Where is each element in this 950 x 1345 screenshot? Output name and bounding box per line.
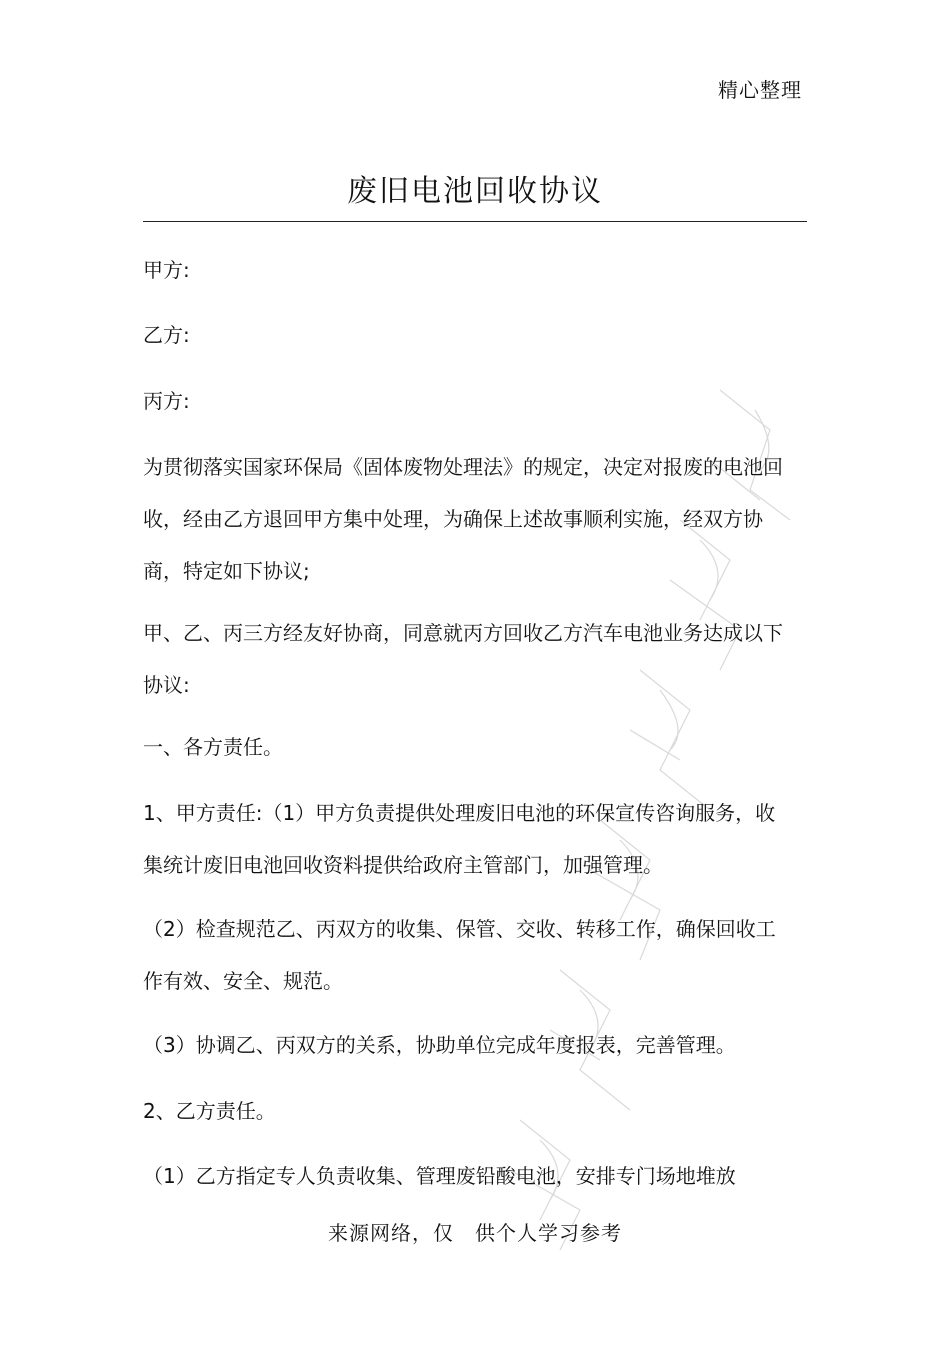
header-note: 精心整理	[718, 78, 802, 102]
item-party-a-responsibility: 1、甲方责任:（1）甲方负责提供处理废旧电池的环保宣传咨询服务，收集统计废旧电池回收资料提供给政府主管部门，加强管理。	[143, 801, 776, 877]
item-party-a-point-3: （3）协调乙、丙双方的关系，协助单位完成年度报表，完善管理。	[143, 1033, 736, 1057]
document-title: 废旧电池回收协议	[347, 174, 603, 209]
agreement-intro-paragraph: 甲、乙、丙三方经友好协商，同意就丙方回收乙方汽车电池业务达成以下协议:	[143, 621, 783, 697]
title-divider	[143, 221, 807, 222]
item-party-a-point-2: （2）检查规范乙、丙双方的收集、保管、交收、转移工作，确保回收工作有效、安全、规范。	[143, 917, 776, 993]
party-c-line: 丙方:	[143, 389, 190, 413]
section-heading-responsibilities: 一、各方责任。	[143, 735, 283, 759]
footer-note: 来源网络，仅 供个人学习参考	[328, 1221, 622, 1245]
party-b-line: 乙方:	[143, 323, 190, 347]
preamble-paragraph: 为贯彻落实国家环保局《固体废物处理法》的规定，决定对报废的电池回收，经由乙方退回甲方集中处理，为确保上述故事顺利实施，经双方协商，特定如下协议;	[143, 455, 783, 583]
item-party-b-point-1: （1）乙方指定专人负责收集、管理废铅酸电池，安排专门场地堆放	[143, 1164, 736, 1188]
item-party-b-heading: 2、乙方责任。	[143, 1099, 276, 1123]
party-a-line: 甲方:	[143, 258, 190, 282]
